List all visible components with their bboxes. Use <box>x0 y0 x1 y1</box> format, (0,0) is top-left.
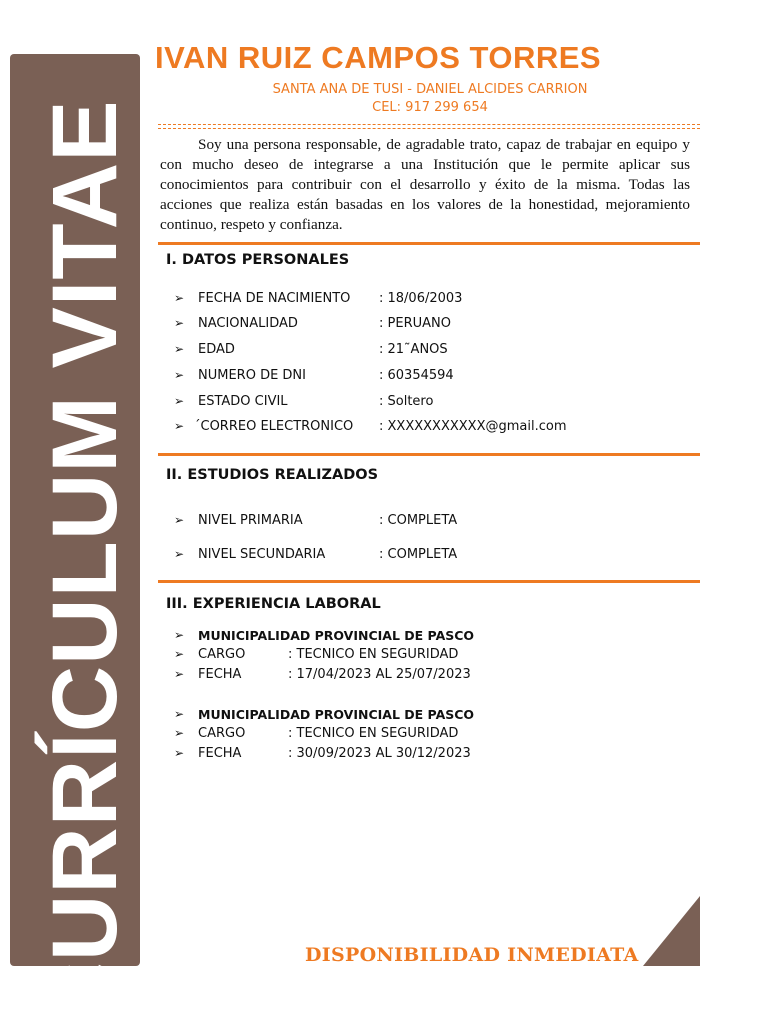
field-value: : 17/04/2023 AL 25/07/2023 <box>288 667 471 682</box>
field-label: ´CORREO ELECTRONICO <box>194 419 354 434</box>
arrow-bullet-icon: ➢ <box>174 368 185 382</box>
field-value: : XXXXXXXXXXX@gmail.com <box>379 419 567 434</box>
dashed-divider <box>158 128 700 129</box>
applicant-name: IVAN RUIZ CAMPOS TORRES <box>155 40 602 75</box>
arrow-bullet-icon: ➢ <box>174 291 185 305</box>
arrow-bullet-icon: ➢ <box>174 342 185 356</box>
arrow-bullet-icon: ➢ <box>174 316 185 330</box>
arrow-bullet-icon: ➢ <box>174 513 185 527</box>
field-label: NUMERO DE DNI <box>198 368 306 383</box>
field-label: NIVEL SECUNDARIA <box>198 547 326 562</box>
arrow-bullet-icon: ➢ <box>174 726 185 740</box>
arrow-bullet-icon: ➢ <box>174 746 185 760</box>
section-divider <box>158 580 700 583</box>
field-value: : Soltero <box>379 394 434 409</box>
field-value: : COMPLETA <box>379 513 458 528</box>
arrow-bullet-icon: ➢ <box>174 628 185 642</box>
availability-text: DISPONIBILIDAD INMEDIATA <box>305 944 639 966</box>
sidebar-panel <box>10 54 140 1029</box>
employer-name: MUNICIPALIDAD PROVINCIAL DE PASCO <box>198 628 475 643</box>
sidebar-title: CURRÍCULUM VITAE <box>34 99 136 1029</box>
corner-triangle-decoration <box>643 896 700 966</box>
address-line: SANTA ANA DE TUSI - DANIEL ALCIDES CARRION <box>272 82 588 97</box>
arrow-bullet-icon: ➢ <box>174 647 185 661</box>
arrow-bullet-icon: ➢ <box>174 547 185 561</box>
field-value: : TECNICO EN SEGURIDAD <box>288 726 459 741</box>
section-divider <box>158 453 700 456</box>
field-value: : PERUANO <box>379 316 451 331</box>
field-label: CARGO <box>198 726 246 741</box>
section-heading-personal: I. DATOS PERSONALES <box>166 252 350 268</box>
arrow-bullet-icon: ➢ <box>174 667 185 681</box>
section-heading-experience: III. EXPERIENCIA LABORAL <box>166 596 381 612</box>
section-heading-studies: II. ESTUDIOS REALIZADOS <box>166 467 379 483</box>
field-value: : TECNICO EN SEGURIDAD <box>288 647 459 662</box>
section-divider <box>158 242 700 245</box>
field-value: : 60354594 <box>379 368 454 383</box>
field-label: FECHA <box>198 746 242 761</box>
field-label: FECHA <box>198 667 242 682</box>
profile-summary: Soy una persona responsable, de agradable trato, capaz de trabajar en equipo y con mucho deseo de integrarse a una Institución que le permite aplicar sus conocimientos para contribuir con el desarrollo y éxito de la misma. Todas las acciones que realiza están basadas en los valores de la honestidad, mejoramiento continuo, respeto y confianza. <box>160 136 690 233</box>
phone-line: CEL: 917 299 654 <box>372 100 488 115</box>
field-value: : 21˜ANOS <box>379 342 448 357</box>
field-label: ESTADO CIVIL <box>198 394 288 409</box>
field-label: EDAD <box>198 342 235 357</box>
arrow-bullet-icon: ➢ <box>174 394 185 408</box>
field-label: NIVEL PRIMARIA <box>198 513 303 528</box>
dashed-divider <box>158 124 700 125</box>
field-value: : 30/09/2023 AL 30/12/2023 <box>288 746 471 761</box>
employer-name: MUNICIPALIDAD PROVINCIAL DE PASCO <box>198 707 475 722</box>
field-label: CARGO <box>198 647 246 662</box>
field-label: NACIONALIDAD <box>198 316 298 331</box>
arrow-bullet-icon: ➢ <box>174 419 185 433</box>
field-label: FECHA DE NACIMIENTO <box>198 291 351 306</box>
field-value: : 18/06/2003 <box>379 291 463 306</box>
field-value: : COMPLETA <box>379 547 458 562</box>
arrow-bullet-icon: ➢ <box>174 707 185 721</box>
